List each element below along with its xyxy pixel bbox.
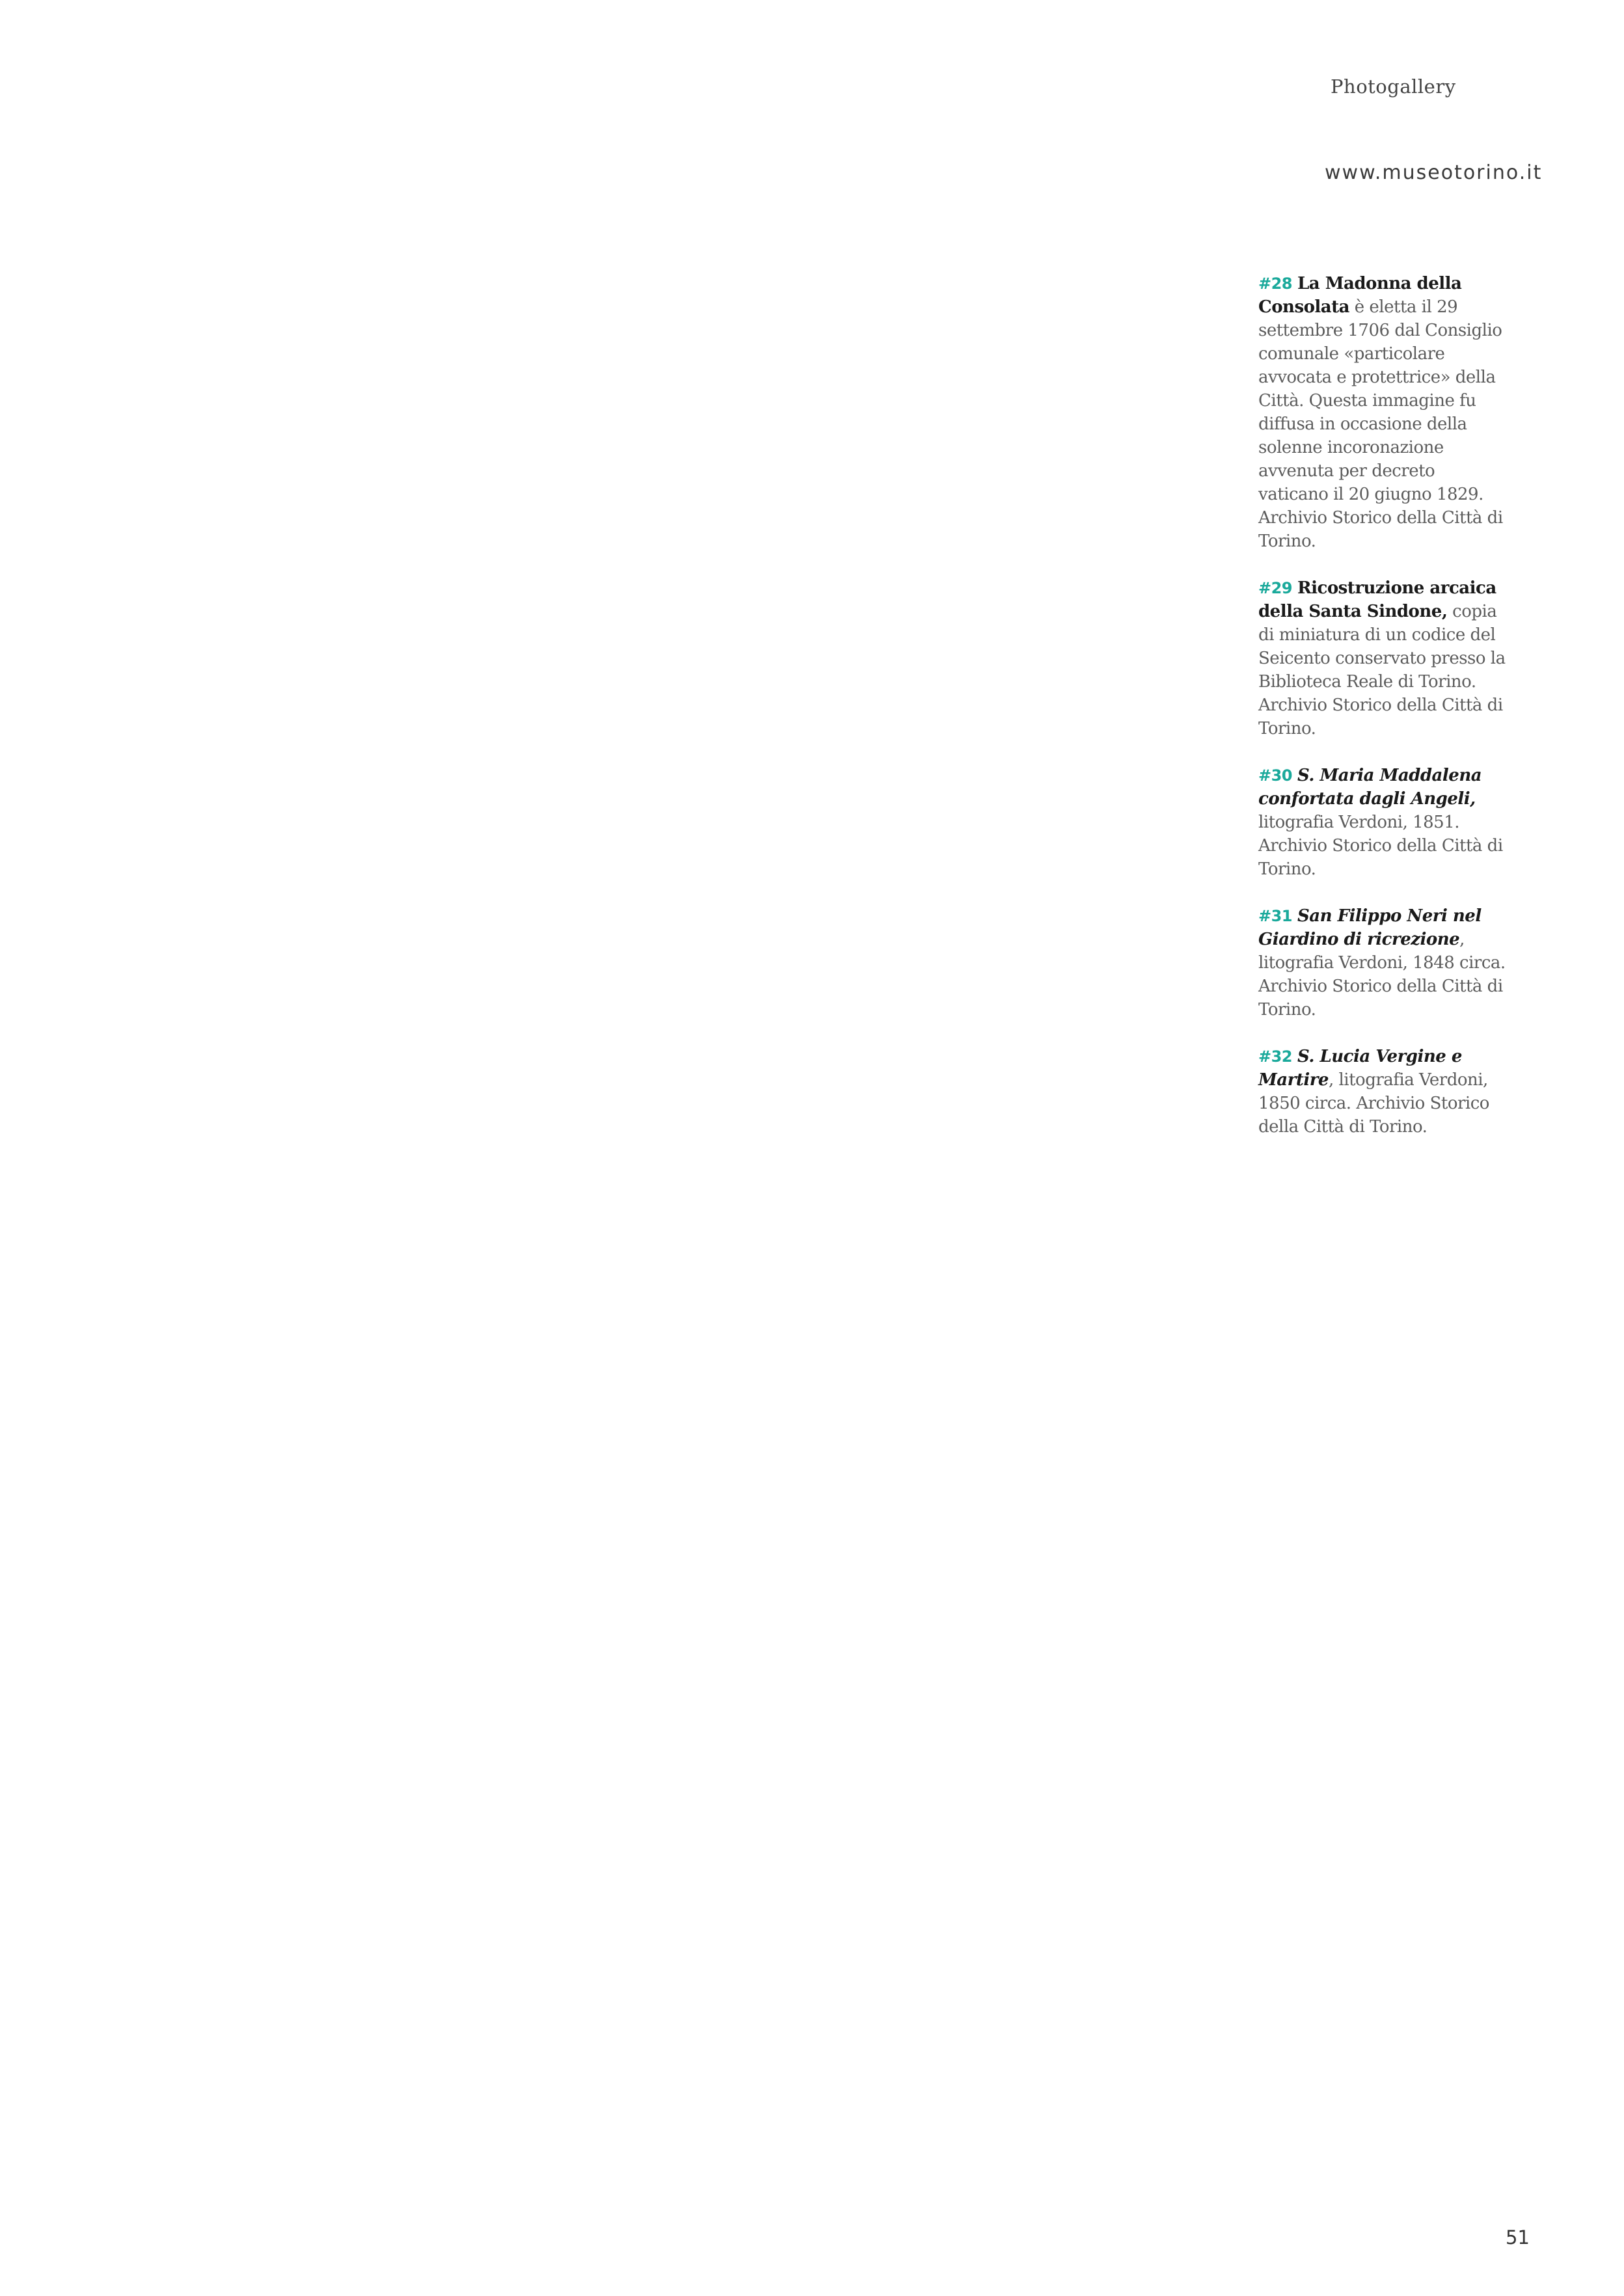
caption-29 [1258, 576, 1506, 740]
caption-30 [1258, 764, 1506, 881]
caption-32 [1258, 1045, 1506, 1139]
caption-title: La Madonna della Consolata [1258, 274, 1462, 317]
caption-number: #29 [1258, 579, 1293, 597]
caption-title: S. Maria Maddalena confortata dagli Angeli, [1258, 766, 1482, 809]
caption-text: è eletta il 29 settembre 1706 dal Consiglio comunale «particolare avvocata e protettrice» della Città. Questa immagine fu diffusa in occasione della solenne incoronazione avvenuta per decreto vaticano il 20 giugno 1829. Archivio Storico della Città di Torino. [1258, 297, 1503, 551]
caption-text: , litografia Verdoni, 1850 circa. Archivio Storico della Città di Torino. [1258, 1070, 1489, 1137]
caption-text: copia di miniatura di un codice del Seicento conservato presso la Biblioteca Reale di Torino. Archivio Storico della Città di Torino. [1258, 602, 1506, 738]
caption-text: litografia Verdoni, 1851. Archivio Storico della Città di Torino. [1258, 813, 1503, 879]
caption-text: , litografia Verdoni, 1848 circa. Archivio Storico della Città di Torino. [1258, 930, 1506, 1020]
caption-28 [1258, 272, 1506, 553]
caption-31 [1258, 904, 1506, 1021]
site-url-link[interactable]: www.museotorino.it [1325, 161, 1543, 184]
caption-number: #30 [1258, 766, 1293, 785]
caption-number: #32 [1258, 1047, 1293, 1066]
section-title: Photogallery [1331, 75, 1456, 98]
caption-list [1258, 272, 1506, 1162]
caption-title: San Filippo Neri nel Giardino di ricrezione [1258, 906, 1482, 949]
caption-title: S. Lucia Vergine e Martire [1258, 1047, 1462, 1090]
caption-number: #31 [1258, 907, 1293, 925]
caption-title: Ricostruzione arcaica della Santa Sindone, [1258, 578, 1496, 621]
page-number: 51 [1506, 2226, 1530, 2249]
caption-number: #28 [1258, 275, 1293, 293]
